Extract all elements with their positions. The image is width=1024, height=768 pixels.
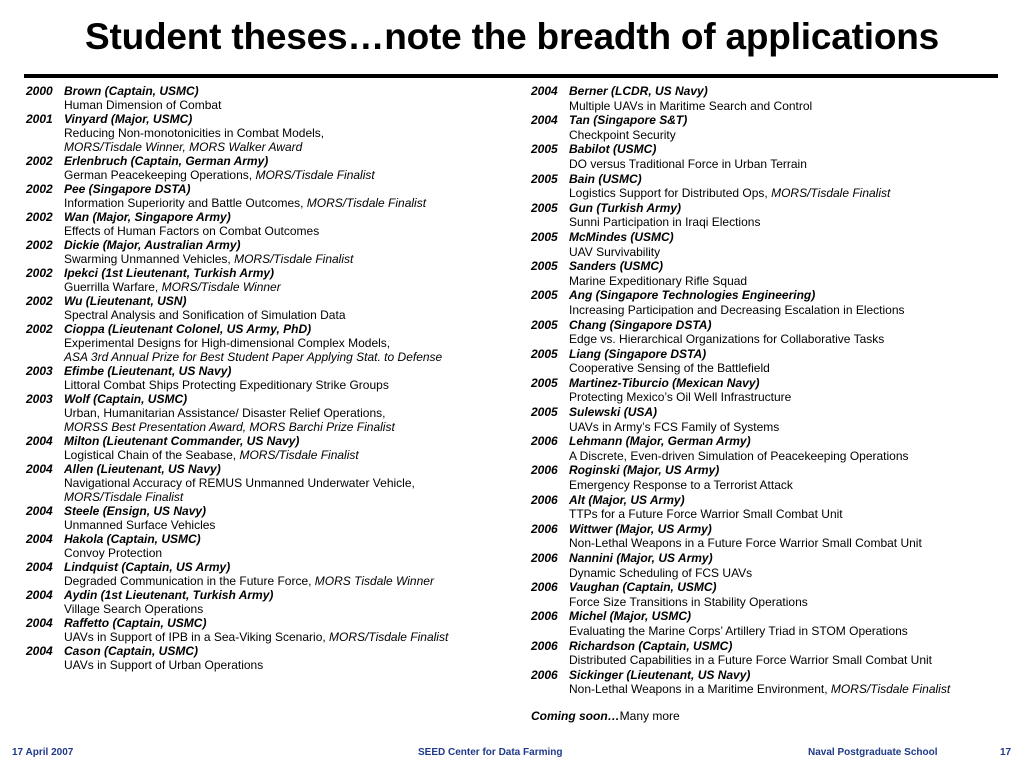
thesis-text: Swarming Unmanned Vehicles, <box>64 252 235 266</box>
author-name: Liang (Singapore DSTA) <box>569 346 707 361</box>
thesis-text: TTPs for a Future Force Warrior Small Combat Unit <box>569 507 843 522</box>
thesis-author <box>26 112 496 126</box>
thesis-entry <box>26 210 496 238</box>
thesis-year: 2005 <box>531 259 558 274</box>
thesis-entry <box>26 364 496 392</box>
thesis-entry <box>26 322 496 364</box>
thesis-year: 2004 <box>26 560 53 574</box>
thesis-text: Village Search Operations <box>64 602 204 616</box>
author-name: Ang (Singapore Technologies Engineering) <box>569 288 816 303</box>
thesis-year: 2004 <box>531 113 558 128</box>
thesis-title <box>531 99 1001 114</box>
thesis-author <box>531 318 1001 333</box>
author-name: Vaughan (Captain, USMC) <box>569 580 717 595</box>
thesis-title <box>26 518 496 532</box>
author-name: Dickie (Major, Australian Army) <box>64 238 241 252</box>
author-name: Allen (Lieutenant, US Navy) <box>64 462 221 476</box>
thesis-title <box>26 490 496 504</box>
thesis-year: 2006 <box>531 521 558 536</box>
thesis-author <box>26 644 496 658</box>
thesis-title <box>531 478 1001 493</box>
thesis-year: 2002 <box>26 210 53 224</box>
author-name: Lehmann (Major, German Army) <box>569 434 751 449</box>
footer-center: SEED Center for Data Farming <box>418 747 563 758</box>
thesis-author <box>26 266 496 280</box>
award-text: MORS/Tisdale Finalist <box>234 252 354 266</box>
thesis-author <box>26 616 496 630</box>
thesis-entry <box>531 580 1001 609</box>
thesis-entry <box>26 84 496 112</box>
thesis-year: 2006 <box>531 463 558 478</box>
award-text: MORS/Tisdale Finalist <box>771 186 891 201</box>
thesis-year: 2001 <box>26 112 53 126</box>
thesis-year: 2002 <box>26 266 53 280</box>
author-name: Tan (Singapore S&T) <box>569 113 688 128</box>
thesis-entry <box>531 201 1001 230</box>
thesis-author <box>531 288 1001 303</box>
thesis-title <box>26 378 496 392</box>
thesis-year: 2004 <box>26 588 53 602</box>
thesis-title <box>531 245 1001 260</box>
thesis-text: Degraded Communication in the Future Force, <box>64 574 315 588</box>
thesis-entry <box>531 668 1001 697</box>
author-name: Hakola (Captain, USMC) <box>64 532 201 546</box>
thesis-text: German Peacekeeping Operations, <box>64 168 256 182</box>
award-text: MORS/Tisdale Finalist <box>830 682 951 697</box>
thesis-year: 2004 <box>26 434 53 448</box>
thesis-author <box>531 259 1001 274</box>
thesis-entry <box>26 434 496 462</box>
right-column <box>531 84 1001 723</box>
thesis-entry <box>531 639 1001 668</box>
author-name: Milton (Lieutenant Commander, US Navy) <box>64 434 300 448</box>
thesis-entry <box>531 259 1001 288</box>
author-name: Babilot (USMC) <box>569 142 657 157</box>
thesis-entry <box>26 588 496 616</box>
thesis-entry <box>26 504 496 532</box>
thesis-entry <box>26 644 496 672</box>
thesis-entry <box>531 84 1001 113</box>
thesis-year: 2006 <box>531 434 558 449</box>
thesis-text: UAV Survivability <box>569 244 661 259</box>
thesis-text: Force Size Transitions in Stability Operations <box>569 594 808 609</box>
thesis-text: DO versus Traditional Force in Urban Terrain <box>569 156 807 171</box>
award-text: MORS/Tisdale Finalist <box>255 168 375 182</box>
thesis-text: Urban, Humanitarian Assistance/ Disaster Relief Operations, <box>64 406 386 420</box>
author-name: Wolf (Captain, USMC) <box>64 392 188 406</box>
thesis-title <box>26 448 496 462</box>
author-name: Michel (Major, USMC) <box>569 609 692 624</box>
thesis-text: Edge vs. Hierarchical Organizations for Collaborative Tasks <box>569 332 885 347</box>
thesis-entry <box>26 392 496 434</box>
thesis-title <box>531 361 1001 376</box>
thesis-entry <box>26 462 496 504</box>
award-text: MORS/Tisdale Finalist <box>306 196 427 210</box>
thesis-year: 2002 <box>26 294 53 308</box>
author-name: Sanders (USMC) <box>569 259 664 274</box>
thesis-title <box>531 653 1001 668</box>
thesis-title <box>531 157 1001 172</box>
thesis-author <box>26 504 496 518</box>
author-name: Ipekci (1st Lieutenant, Turkish Army) <box>64 266 275 280</box>
thesis-author <box>26 462 496 476</box>
thesis-author <box>531 639 1001 654</box>
thesis-author <box>26 154 496 168</box>
author-name: Nannini (Major, US Army) <box>569 551 713 565</box>
thesis-entry <box>26 154 496 182</box>
thesis-author <box>26 588 496 602</box>
author-name: Raffetto (Captain, USMC) <box>64 616 207 630</box>
thesis-title <box>531 303 1001 318</box>
author-name: Gun (Turkish Army) <box>569 200 682 215</box>
thesis-text: UAVs in Army’s FCS Family of Systems <box>569 419 780 434</box>
thesis-author <box>26 210 496 224</box>
author-name: Sulewski (USA) <box>569 405 658 420</box>
thesis-entry <box>26 294 496 322</box>
thesis-title <box>531 128 1001 143</box>
thesis-author <box>531 522 1001 537</box>
author-name: McMindes (USMC) <box>569 229 674 244</box>
thesis-entry <box>531 434 1001 463</box>
thesis-year: 2002 <box>26 154 53 168</box>
thesis-title <box>26 168 496 182</box>
thesis-text: Marine Expeditionary Rifle Squad <box>569 273 748 288</box>
thesis-text: Emergency Response to a Terrorist Attack <box>569 478 793 493</box>
thesis-text: Information Superiority and Battle Outcomes, <box>64 196 307 210</box>
thesis-year: 2006 <box>531 609 558 624</box>
thesis-text: Human Dimension of Combat <box>64 98 222 112</box>
thesis-title <box>531 274 1001 289</box>
thesis-year: 2004 <box>26 616 53 630</box>
thesis-author <box>26 322 496 336</box>
thesis-title <box>26 406 496 420</box>
thesis-title <box>531 186 1001 201</box>
thesis-text: Convoy Protection <box>64 546 163 560</box>
award-text: MORS/Tisdale Winner, MORS Walker Award <box>64 140 303 154</box>
thesis-year: 2006 <box>531 551 558 565</box>
thesis-entry <box>531 493 1001 522</box>
thesis-entry <box>531 142 1001 171</box>
author-name: Erlenbruch (Captain, German Army) <box>64 154 269 168</box>
thesis-year: 2004 <box>26 462 53 476</box>
thesis-text: Logistical Chain of the Seabase, <box>64 448 240 462</box>
thesis-entry <box>531 113 1001 142</box>
coming-soon-text: Many more <box>619 708 680 723</box>
thesis-title <box>531 536 1001 551</box>
author-name: Richardson (Captain, USMC) <box>569 638 733 653</box>
thesis-year: 2004 <box>26 644 53 658</box>
thesis-author <box>26 560 496 574</box>
thesis-text: Guerrilla Warfare, <box>64 280 162 294</box>
thesis-author <box>531 434 1001 449</box>
author-name: Alt (Major, US Army) <box>569 492 685 507</box>
thesis-title <box>531 215 1001 230</box>
award-text: MORS/Tisdale Finalist <box>64 490 184 504</box>
thesis-author <box>531 230 1001 245</box>
footer-organization: Naval Postgraduate School <box>808 747 938 758</box>
thesis-year: 2005 <box>531 317 558 332</box>
thesis-year: 2005 <box>531 229 558 244</box>
thesis-author <box>531 172 1001 187</box>
thesis-title <box>531 595 1001 610</box>
thesis-author <box>531 609 1001 624</box>
thesis-title <box>26 280 496 294</box>
thesis-year: 2006 <box>531 667 558 682</box>
coming-soon-note <box>531 709 1001 723</box>
thesis-title <box>531 682 1001 697</box>
thesis-text: Evaluating the Marine Corps’ Artillery Triad in STOM Operations <box>569 623 908 638</box>
thesis-author <box>531 668 1001 683</box>
author-name: Berner (LCDR, US Navy) <box>569 84 708 98</box>
thesis-text: UAVs in Support of IPB in a Sea-Viking Scenario, <box>64 630 330 644</box>
thesis-year: 2004 <box>26 532 53 546</box>
thesis-author <box>531 113 1001 128</box>
thesis-title <box>26 196 496 210</box>
author-name: Sickinger (Lieutenant, US Navy) <box>569 667 751 682</box>
author-name: Chang (Singapore DSTA) <box>569 317 712 332</box>
author-name: Wu (Lieutenant, USN) <box>64 294 187 308</box>
thesis-author <box>26 238 496 252</box>
thesis-author <box>531 142 1001 157</box>
thesis-title <box>26 420 496 434</box>
thesis-text: Distributed Capabilities in a Future Force Warrior Small Combat Unit <box>569 653 933 668</box>
thesis-title <box>531 420 1001 435</box>
thesis-text: Cooperative Sensing of the Battlefield <box>569 361 770 376</box>
thesis-title <box>26 350 496 364</box>
thesis-text: Effects of Human Factors on Combat Outcomes <box>64 224 320 238</box>
thesis-year: 2005 <box>531 288 558 303</box>
thesis-year: 2002 <box>26 182 53 196</box>
author-name: Brown (Captain, USMC) <box>64 84 199 98</box>
award-text: MORS/Tisdale Finalist <box>329 630 449 644</box>
thesis-text: Non-Lethal Weapons in a Future Force Warrior Small Combat Unit <box>569 536 922 551</box>
author-name: Cason (Captain, USMC) <box>64 644 199 658</box>
author-name: Cioppa (Lieutenant Colonel, US Army, PhD) <box>64 322 312 336</box>
thesis-title <box>26 602 496 616</box>
thesis-text: Sunni Participation in Iraqi Elections <box>569 215 761 230</box>
thesis-text: UAVs in Support of Urban Operations <box>64 658 264 672</box>
thesis-title <box>26 140 496 154</box>
thesis-entry <box>531 318 1001 347</box>
author-name: Martinez-Tiburcio (Mexican Navy) <box>569 375 760 390</box>
thesis-entry <box>531 376 1001 405</box>
coming-soon-label: Coming soon… <box>531 708 620 723</box>
thesis-text: A Discrete, Even-driven Simulation of Peacekeeping Operations <box>569 448 909 463</box>
thesis-entry <box>26 266 496 294</box>
thesis-year: 2005 <box>531 200 558 215</box>
thesis-text: Non-Lethal Weapons in a Maritime Environment, <box>569 682 831 697</box>
thesis-title <box>531 332 1001 347</box>
thesis-year: 2002 <box>26 322 53 336</box>
thesis-entry <box>531 609 1001 638</box>
thesis-title <box>26 336 496 350</box>
thesis-text: Littoral Combat Ships Protecting Expeditionary Strike Groups <box>64 378 389 392</box>
thesis-year: 2005 <box>531 375 558 390</box>
thesis-author <box>26 294 496 308</box>
thesis-entry <box>531 347 1001 376</box>
thesis-text: Unmanned Surface Vehicles <box>64 518 216 532</box>
thesis-author <box>531 463 1001 478</box>
author-name: Roginski (Major, US Army) <box>569 463 720 478</box>
thesis-title <box>26 476 496 490</box>
thesis-year: 2006 <box>531 638 558 653</box>
thesis-entry <box>531 172 1001 201</box>
thesis-author <box>26 532 496 546</box>
slide-title: Student theses…note the breadth of applications <box>84 16 939 57</box>
thesis-title <box>531 390 1001 405</box>
thesis-title <box>26 308 496 322</box>
left-column <box>26 84 496 672</box>
thesis-title <box>26 574 496 588</box>
thesis-text: Increasing Participation and Decreasing Escalation in Elections <box>569 302 905 317</box>
thesis-text: Spectral Analysis and Sonification of Simulation Data <box>64 308 346 322</box>
thesis-entry <box>531 522 1001 551</box>
thesis-title <box>26 658 496 672</box>
thesis-year: 2000 <box>26 84 53 98</box>
thesis-text: Experimental Designs for High-dimensional Complex Models, <box>64 336 391 350</box>
thesis-text: Multiple UAVs in Maritime Search and Control <box>569 98 813 113</box>
thesis-entry <box>26 112 496 154</box>
title-divider <box>24 74 998 78</box>
award-text: MORS/Tisdale Finalist <box>239 448 359 462</box>
author-name: Lindquist (Captain, US Army) <box>64 560 231 574</box>
thesis-title <box>531 624 1001 639</box>
thesis-title <box>531 566 1001 581</box>
thesis-author <box>531 201 1001 216</box>
thesis-entry <box>531 551 1001 580</box>
thesis-entry <box>531 405 1001 434</box>
award-text: MORSS Best Presentation Award, MORS Barchi Prize Finalist <box>64 420 395 434</box>
thesis-author <box>26 84 496 98</box>
thesis-year: 2003 <box>26 364 53 378</box>
thesis-title <box>26 546 496 560</box>
thesis-author <box>531 405 1001 420</box>
author-name: Pee (Singapore DSTA) <box>64 182 191 196</box>
thesis-text: Reducing Non-monotonicities in Combat Models, <box>64 126 325 140</box>
thesis-text: Checkpoint Security <box>569 127 676 142</box>
thesis-year: 2002 <box>26 238 53 252</box>
thesis-year: 2005 <box>531 346 558 361</box>
author-name: Aydin (1st Lieutenant, Turkish Army) <box>64 588 274 602</box>
thesis-author <box>531 347 1001 362</box>
page-number: 17 <box>1000 747 1012 758</box>
thesis-entry <box>26 238 496 266</box>
author-name: Efimbe (Lieutenant, US Navy) <box>64 364 232 378</box>
thesis-year: 2005 <box>531 142 558 157</box>
thesis-author <box>26 392 496 406</box>
thesis-title <box>26 126 496 140</box>
thesis-author <box>26 364 496 378</box>
author-name: Vinyard (Major, USMC) <box>64 112 193 126</box>
footer-date: 17 April 2007 <box>12 747 74 758</box>
award-text: MORS/Tisdale Winner <box>161 280 281 294</box>
thesis-text: Protecting Mexico’s Oil Well Infrastructure <box>569 390 792 405</box>
thesis-author <box>531 580 1001 595</box>
thesis-title <box>531 449 1001 464</box>
thesis-title <box>26 252 496 266</box>
thesis-entry <box>26 532 496 560</box>
thesis-title <box>531 507 1001 522</box>
thesis-author <box>531 551 1001 566</box>
author-name: Steele (Ensign, US Navy) <box>64 504 207 518</box>
thesis-author <box>26 434 496 448</box>
thesis-entry <box>26 182 496 210</box>
thesis-author <box>531 493 1001 508</box>
thesis-year: 2004 <box>531 84 558 98</box>
thesis-entry <box>531 463 1001 492</box>
author-name: Wittwer (Major, US Army) <box>569 521 712 536</box>
thesis-year: 2004 <box>26 504 53 518</box>
thesis-entry <box>531 288 1001 317</box>
author-name: Bain (USMC) <box>569 171 642 186</box>
thesis-entry <box>26 616 496 644</box>
thesis-year: 2006 <box>531 580 558 595</box>
thesis-year: 2006 <box>531 492 558 507</box>
thesis-year: 2003 <box>26 392 53 406</box>
thesis-author <box>531 376 1001 391</box>
thesis-text: Dynamic Scheduling of FCS UAVs <box>569 565 753 580</box>
thesis-title <box>26 98 496 112</box>
award-text: ASA 3rd Annual Prize for Best Student Paper Applying Stat. to Defense <box>64 350 443 364</box>
thesis-title <box>26 630 496 644</box>
award-text: MORS Tisdale Winner <box>314 574 434 588</box>
thesis-text: Navigational Accuracy of REMUS Unmanned Underwater Vehicle, <box>64 476 415 490</box>
thesis-text: Logistics Support for Distributed Ops, <box>569 186 772 201</box>
thesis-author <box>26 182 496 196</box>
author-name: Wan (Major, Singapore Army) <box>64 210 231 224</box>
thesis-year: 2005 <box>531 405 558 420</box>
thesis-entry <box>531 230 1001 259</box>
thesis-title <box>26 224 496 238</box>
thesis-entry <box>26 560 496 588</box>
thesis-year: 2005 <box>531 171 558 186</box>
thesis-author <box>531 84 1001 99</box>
